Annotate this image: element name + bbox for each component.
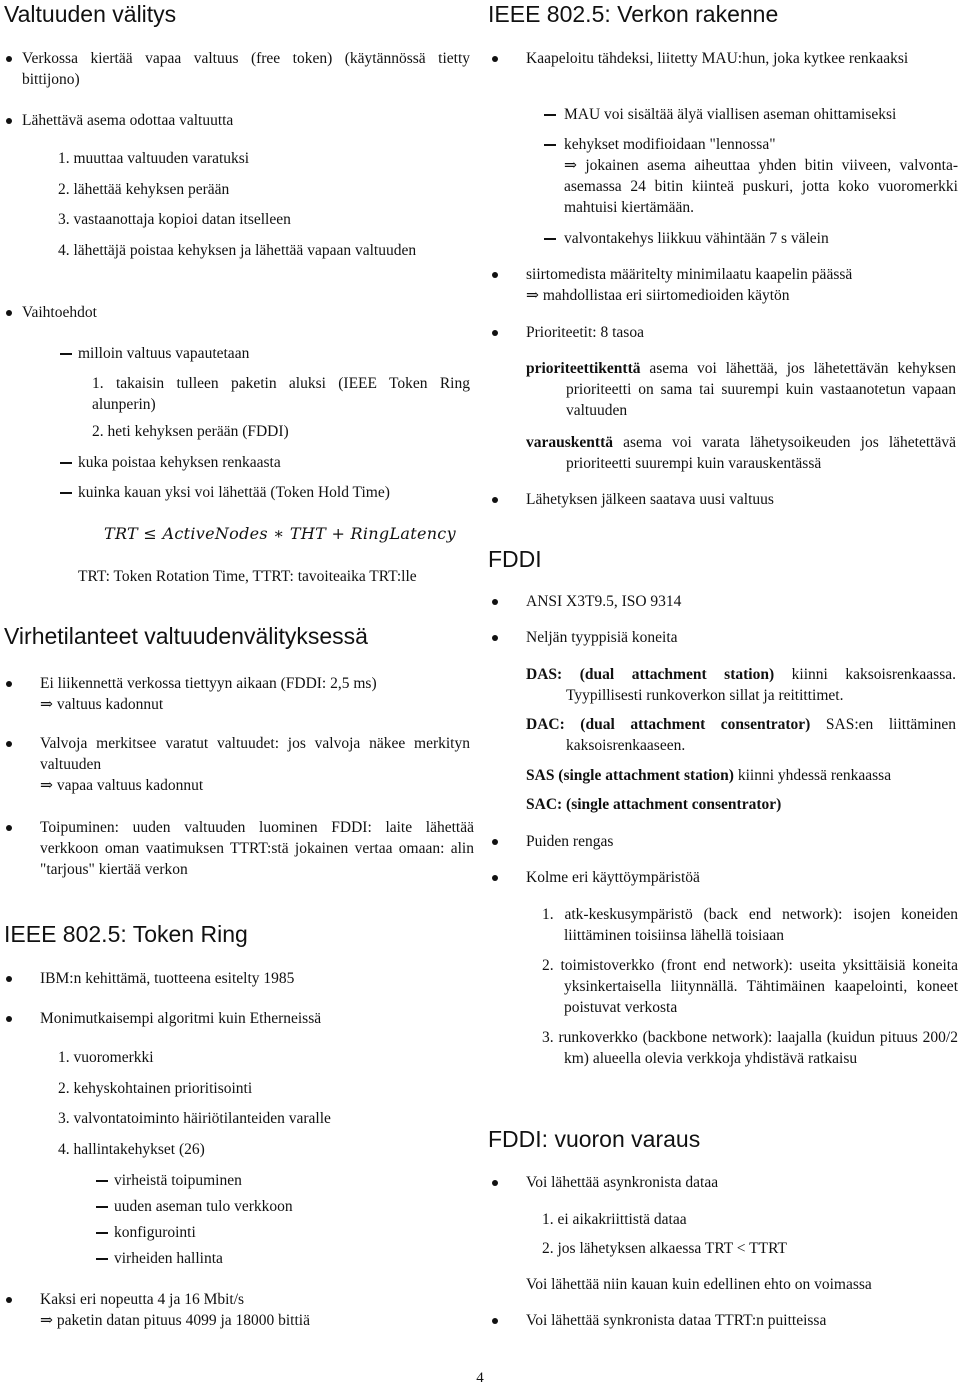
list-item: 3. runkoverkko (backbone network): laajalla (kuidun pituus 200/2 km) alueella olevia verkkoja yhdistävä ratkaisu (542, 1029, 958, 1067)
list-item: valvontakehys liikkuu vähintään 7 s välein (564, 228, 958, 249)
section-title-valtuuden-valitys: Valtuuden välitys (4, 1, 177, 27)
list-item: 4. hallintakehykset (26) (58, 1141, 205, 1158)
list-item: 2. jos lähetyksen alkaessa TRT < TTRT (542, 1240, 787, 1257)
list-item: Voi lähettää synkronista dataa TTRT:n puitteissa (526, 1310, 958, 1331)
list-item: Ei liikennettä verkossa tiettyyn aikaan (FDDI: 2,5 ms) ⇒ valtuus kadonnut (40, 673, 470, 715)
list-item: 3. valvontatoiminto häiriötilanteiden varalle (58, 1110, 331, 1127)
bullet-icon (492, 330, 498, 336)
list-item: 2. heti kehyksen perään (FDDI) (92, 423, 289, 440)
list-item: Verkossa kiertää vapaa valtuus (free token) (käytännössä tietty bittijono) (22, 48, 470, 90)
list-item: Lähetyksen jälkeen saatava uusi valtuus (526, 489, 958, 510)
das-definition: DAS: (dual attachment station) kiinni kaksoisrenkaassa. Tyypillisesti runkoverkon sillat ja reitittimet. (526, 666, 956, 704)
bullet-icon (492, 1318, 498, 1324)
list-item: Kaksi eri nopeutta 4 ja 16 Mbit/s ⇒ paketin datan pituus 4099 ja 18000 bittiä (40, 1289, 470, 1331)
bullet-icon (492, 599, 498, 605)
dash-icon (544, 114, 556, 116)
list-item: Toipuminen: uuden valtuuden luominen FDDI: laite lähettää verkkoon oman vaatimuksen TTRT:stä jokainen vertaa omaan: alin "tarjous" kiertää verkon (40, 817, 474, 880)
bullet-icon (6, 1297, 12, 1303)
section-title-token-ring: IEEE 802.5: Token Ring (4, 921, 248, 947)
page-number: 4 (476, 1370, 484, 1386)
dac-definition: DAC: (dual attachment consentrator) SAS:en liittäminen kaksoisrenkaaseen. (526, 716, 957, 754)
dash-icon (60, 462, 72, 464)
list-item: Neljän tyyppisiä koneita (526, 627, 958, 648)
list-item: Kolme eri käyttöympäristöä (526, 867, 958, 888)
bullet-icon (492, 56, 498, 62)
dash-icon (60, 492, 72, 494)
list-item: Puiden rengas (526, 831, 958, 852)
section-title-vuoron-varaus: FDDI: vuoron varaus (488, 1126, 701, 1152)
bullet-icon (492, 875, 498, 881)
list-item: MAU voi sisältää älyä viallisen aseman ohittamiseksi (564, 104, 958, 125)
bullet-icon (6, 310, 12, 316)
paragraph: Voi lähettää niin kauan kuin edellinen ehto on voimassa (526, 1276, 872, 1293)
list-item: 2. toimistoverkko (front end network): useita yksittäisiä koneita yksinkertaisella liitynnällä. Tähtimäinen kaapelointi, koneet poistuvat verkosta (542, 957, 958, 1016)
list-item: 2. lähettää kehyksen perään (58, 181, 230, 198)
bullet-icon (6, 825, 12, 831)
dash-icon (96, 1232, 108, 1234)
list-item: IBM:n kehittämä, tuotteena esitelty 1985 (40, 968, 470, 989)
reservation-field-definition: varauskenttä asema voi varata lähetysoikeuden jos lähetettävä prioriteetti suurempi kuin varauskentässä (526, 434, 956, 472)
section-title-verkon-rakenne: IEEE 802.5: Verkon rakenne (488, 1, 779, 27)
dash-icon (96, 1180, 108, 1182)
list-item: Lähettävä asema odottaa valtuutta (22, 110, 470, 131)
bullet-icon (6, 1016, 12, 1022)
list-item: virheiden hallinta (114, 1248, 464, 1269)
list-item: Kaapeloitu tähdeksi, liitetty MAU:hun, joka kytkee renkaaksi (526, 48, 958, 69)
list-item: Valvoja merkitsee varatut valtuudet: jos valvoja näkee merkityn valtuuden ⇒ vapaa valtuus kadonnut (40, 733, 470, 796)
list-item: kuka poistaa kehyksen renkaasta (78, 452, 468, 473)
dash-icon (96, 1258, 108, 1260)
list-item: Prioriteetit: 8 tasoa (526, 322, 958, 343)
list-item: siirtomedista määritelty minimilaatu kaapelin päässä ⇒ mahdollistaa eri siirtomedioiden käytön (526, 264, 958, 306)
formula: TRT ≤ ActiveNodes ∗ THT + RingLatency (104, 524, 456, 543)
bullet-icon (492, 839, 498, 845)
sac-definition: SAC: (single attachment consentrator) (526, 796, 782, 813)
list-item: 1. atk-keskusympäristö (back end network): isojen koneiden liittäminen toisiinsa lähellä toisiaan (542, 906, 958, 944)
list-item: Vaihtoehdot (22, 302, 470, 323)
list-item: kuinka kauan yksi voi lähettää (Token Hold Time) (78, 482, 468, 503)
list-item: 1. muuttaa valtuuden varatuksi (58, 150, 250, 167)
list-item: Voi lähettää asynkronista dataa (526, 1172, 958, 1193)
dash-icon (96, 1206, 108, 1208)
section-title-virhetilanteet: Virhetilanteet valtuudenvälityksessä (4, 623, 368, 649)
list-item: 3. vastaanottaja kopioi datan itselleen (58, 211, 291, 228)
dash-icon (544, 238, 556, 240)
list-item: 1. takaisin tulleen paketin aluksi (IEEE Token Ring alunperin) (92, 375, 470, 413)
list-item: Monimutkaisempi algoritmi kuin Etherneissä (40, 1008, 470, 1029)
list-item: virheistä toipuminen (114, 1170, 464, 1191)
sas-definition: SAS (single attachment station) kiinni yhdessä renkaassa (526, 767, 892, 784)
bullet-icon (6, 56, 12, 62)
list-item: uuden aseman tulo verkkoon (114, 1196, 464, 1217)
list-item: milloin valtuus vapautetaan (78, 343, 468, 364)
list-item: 4. lähettäjä poistaa kehyksen ja lähettää vapaan valtuuden (58, 242, 417, 259)
list-item: ANSI X3T9.5, ISO 9314 (526, 591, 958, 612)
formula-note: TRT: Token Rotation Time, TTRT: tavoiteaika TRT:lle (78, 568, 417, 585)
list-item: 2. kehyskohtainen prioritisointi (58, 1080, 253, 1097)
bullet-icon (492, 497, 498, 503)
priority-field-definition: prioriteettikenttä asema voi lähettää, jos lähetettävän kehyksen prioriteetti on sama tai suurempi kuin vastaanotetun vapaan valtuuden (526, 360, 956, 419)
bullet-icon (492, 1180, 498, 1186)
bullet-icon (6, 741, 12, 747)
bullet-icon (6, 681, 12, 687)
bullet-icon (492, 635, 498, 641)
list-item: 1. vuoromerkki (58, 1049, 154, 1066)
bullet-icon (6, 976, 12, 982)
bullet-icon (6, 118, 12, 124)
dash-icon (60, 353, 72, 355)
bullet-icon (492, 272, 498, 278)
list-item: kehykset modifioidaan "lennossa" ⇒ jokainen asema aiheuttaa yhden bitin viiveen, valvonta-asemassa 24 bitin kiinteä puskuri, jotta koko vuoromerkki mahtuisi kiertämään. (564, 134, 958, 218)
list-item: konfigurointi (114, 1222, 464, 1243)
section-title-fddi: FDDI (488, 546, 542, 572)
list-item: 1. ei aikakriittistä dataa (542, 1211, 687, 1228)
dash-icon (544, 144, 556, 146)
